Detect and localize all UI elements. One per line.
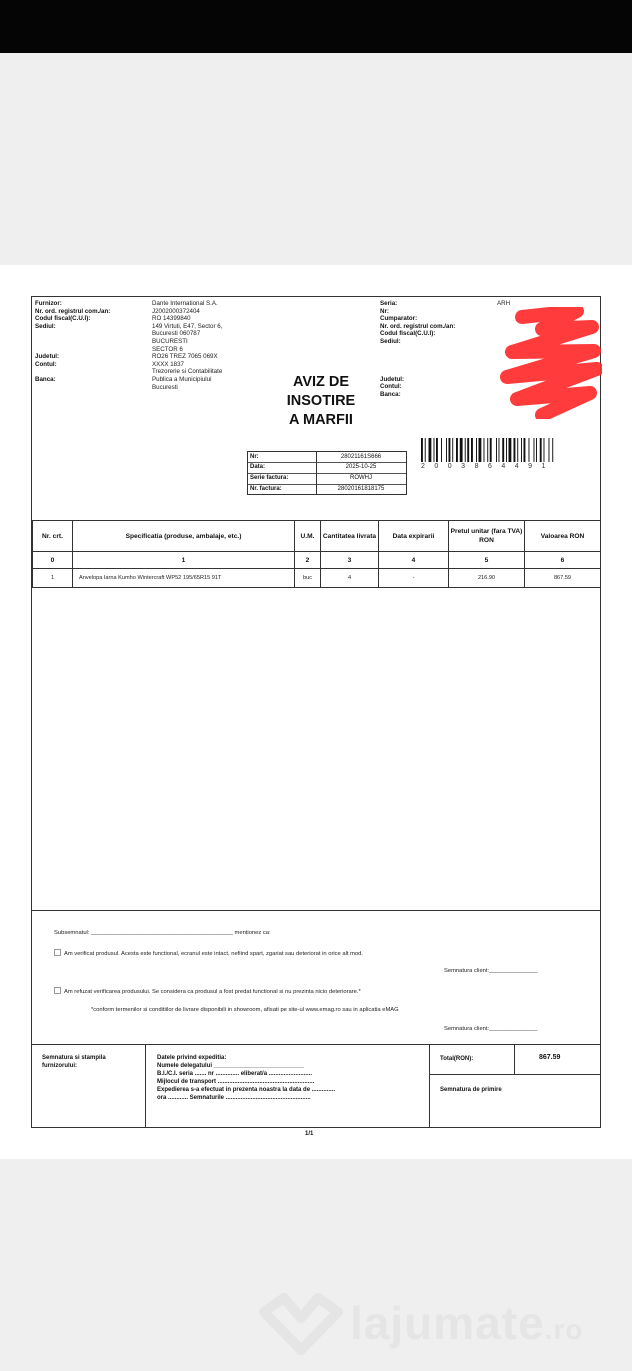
- barcode: [421, 438, 589, 462]
- buyer-label: Seria:: [380, 300, 398, 307]
- delivery-note-document: [31, 296, 601, 1128]
- supplier-bank: Publica a Municipiului: [152, 375, 212, 383]
- unit-price: 216.90: [449, 569, 525, 588]
- supplier-label: Judetul:: [35, 353, 60, 361]
- buyer-label: Contul:: [380, 383, 402, 391]
- barcode-bar: [502, 438, 504, 462]
- barcode-bar: [490, 438, 492, 462]
- redaction-scribble: [482, 307, 602, 419]
- supplier-labels: [35, 300, 110, 384]
- barcode-bar: [496, 438, 497, 462]
- buyer-labels: [380, 300, 455, 398]
- supplier-bank: Trezorerie si Contabilitate: [152, 368, 223, 376]
- supplier-county: SECTOR 6: [152, 345, 183, 353]
- label-line: Semnatura si stampila: [42, 1055, 106, 1061]
- barcode-bar: [544, 438, 545, 462]
- row-label: Serie factura:: [250, 475, 289, 481]
- row-value: ROWHJ: [350, 475, 372, 481]
- buyer-label: Nr:: [380, 307, 389, 315]
- verified-option: [54, 949, 363, 957]
- barcode-bar: [479, 438, 482, 462]
- expedition-line: Datele privind expeditia:: [157, 1055, 227, 1061]
- barcode-bar: [465, 438, 466, 462]
- invoice-number-row: [248, 484, 406, 495]
- receipt-signature-label: Semnatura de primire: [440, 1087, 502, 1093]
- column-header: Nr. crt.: [33, 521, 73, 552]
- supplier-signature-label: [42, 1054, 106, 1070]
- barcode-bar: [534, 438, 535, 462]
- refused-checkbox: [54, 987, 61, 994]
- row-value: 28021161S666: [340, 454, 382, 460]
- barcode-bar: [456, 438, 458, 462]
- barcode-bar: [452, 438, 453, 462]
- column-header: Valoarea RON: [525, 521, 601, 552]
- barcode-bar: [476, 438, 477, 462]
- label-line: furnizorului:: [42, 1063, 77, 1069]
- expedition-line: B.I./C.I. seria ....... nr .............. eliberat/a ..........................: [157, 1071, 313, 1077]
- barcode-bar: [540, 438, 542, 462]
- supplier-name: Dante International S.A.: [152, 300, 218, 307]
- column-index: 3: [321, 552, 379, 569]
- supplier-label: Nr. ord. registrul com./an:: [35, 307, 111, 315]
- invoice-series-row: [248, 473, 406, 484]
- barcode-bar: [524, 438, 526, 462]
- barcode-bar: [421, 438, 423, 462]
- watermark-brand: lajumate: [350, 1297, 545, 1349]
- expedition-data: [157, 1054, 335, 1102]
- barcode-bar: [449, 438, 451, 462]
- barcode-bar: [509, 438, 512, 462]
- table-row: [33, 569, 601, 588]
- barcode-bar: [441, 438, 442, 462]
- document-number-box: [247, 451, 407, 495]
- barcode-bar: [425, 438, 426, 462]
- column-header: Cantitatea livrata: [321, 521, 379, 552]
- barcode-bar: [484, 438, 485, 462]
- refused-text: Am refuzat verificarea produsului. Se considera ca produsul a fost predat functional si nu prezinta nicio deteriorare.*: [64, 989, 361, 995]
- supplier-account: XXXX 1837: [152, 360, 184, 368]
- barcode-bar: [506, 438, 507, 462]
- buyer-label: Sediul:: [380, 337, 401, 345]
- barcode-bar: [552, 438, 553, 462]
- footer-section: [32, 1044, 600, 1128]
- buyer-label: Judetul:: [380, 375, 405, 383]
- verified-text: Am verificat produsul. Acesta este functional, ecranul este intact, nefiind spart, zgariat sau deteriorat in orice alt mod.: [64, 951, 364, 957]
- product-spec: Anvelopa Iarna Kumho Wintercraft WP52 195/65R15 91T: [73, 569, 295, 588]
- barcode-bar: [517, 438, 518, 462]
- buyer-label: Nr. ord. registrul com./an:: [380, 322, 456, 330]
- doc-date-row: [248, 462, 406, 473]
- buyer-series-partial: ARH: [497, 300, 511, 307]
- customer-declaration: [32, 910, 600, 1045]
- column-index: 6: [525, 552, 601, 569]
- column-index: 0: [33, 552, 73, 569]
- watermark-text: [350, 1288, 583, 1365]
- client-signature-2: Semnatura client:_______________: [444, 1026, 538, 1032]
- barcode-bar: [536, 438, 537, 462]
- barcode-bar: [529, 438, 530, 462]
- row-label: Data:: [250, 464, 266, 470]
- row-label: Nr. factura:: [250, 486, 282, 492]
- barcode-bar: [471, 438, 473, 462]
- supplier-reg-no: J2002000372404: [152, 307, 200, 315]
- barcode-bar: [434, 438, 435, 462]
- column-index: 4: [379, 552, 449, 569]
- line-value: 867.59: [525, 569, 601, 588]
- page-number: 1/1: [305, 1131, 314, 1137]
- title-line: A MARFII: [289, 412, 353, 428]
- column-index: 1: [73, 552, 295, 569]
- total-label: Total(RON):: [440, 1056, 474, 1062]
- lajumate-logo-icon: [258, 1288, 344, 1358]
- supplier-label: Sediul:: [35, 322, 56, 330]
- quantity: 4: [321, 569, 379, 588]
- row-value: 2025-10-25: [345, 464, 377, 470]
- supplier-address: BUCURESTI: [152, 337, 188, 345]
- site-watermark: [258, 1288, 618, 1358]
- barcode-bar: [460, 438, 463, 462]
- verified-checkbox: [54, 949, 61, 956]
- top-status-bar: [0, 0, 632, 53]
- barcode-bar: [549, 438, 550, 462]
- buyer-label: Codul fiscal(C.U.I):: [380, 330, 436, 338]
- supplier-label: Banca:: [35, 375, 56, 383]
- buyer-label: Cumparator:: [380, 315, 418, 323]
- column-header: Data expirarii: [379, 521, 449, 552]
- barcode-bar: [499, 438, 500, 462]
- column-index-row: [33, 552, 601, 569]
- document-image: [0, 265, 632, 1159]
- terms-note: *conform termenilor si conditiilor de livrare disponibili in showroom, afisati pe site-ul www.emag.ro sau in aplicatia eMAG: [91, 1007, 399, 1013]
- supplier-cui: RO 14399840: [152, 315, 191, 323]
- column-index: 2: [295, 552, 321, 569]
- supplier-label: Codul fiscal(C.U.I):: [35, 315, 91, 323]
- supplier-bank: Bucuresti: [152, 383, 178, 391]
- barcode-bar: [436, 438, 438, 462]
- expiry-date: -: [379, 569, 449, 588]
- row-label: Nr:: [250, 454, 259, 460]
- column-index: 5: [449, 552, 525, 569]
- client-signature-1: Semnatura client:_______________: [444, 968, 538, 974]
- expedition-line: Expedierea s-a efectuat in prezenta noastra la data de ..............: [157, 1087, 336, 1093]
- table-header-row: [33, 521, 601, 552]
- expedition-line: Mijlocul de transport ..........................................................: [157, 1079, 315, 1085]
- column-header: Pretul unitar (fara TVA) RON: [449, 521, 525, 552]
- document-title: [276, 373, 366, 430]
- barcode-bar: [521, 438, 522, 462]
- watermark-tld: .ro: [544, 1314, 584, 1345]
- barcode-bar: [514, 438, 516, 462]
- expedition-line: Numele delegatului ___________________________: [157, 1063, 304, 1069]
- barcode-bar: [487, 438, 488, 462]
- barcode-bar: [467, 438, 469, 462]
- row-value: 28020161818175: [337, 486, 385, 492]
- column-header: Specificatia (produse, ambalaje, etc.): [73, 521, 295, 552]
- supplier-account: RO26 TREZ 7065 069X: [152, 353, 218, 361]
- expedition-line: ora ............ Semnaturile ...................................................: [157, 1095, 311, 1101]
- title-line: INSOTIRE: [286, 393, 356, 409]
- buyer-label: Banca:: [380, 390, 401, 398]
- supplier-label: Contul:: [35, 360, 57, 368]
- supplier-address: Bucuresti 060787: [152, 330, 201, 338]
- barcode-bar: [429, 438, 432, 462]
- barcode-digits: 2003864491: [421, 463, 555, 470]
- supplier-values: [152, 300, 222, 391]
- total-value: 867.59: [539, 1054, 561, 1061]
- items-table: [32, 520, 601, 588]
- title-line: AVIZ DE: [292, 374, 350, 390]
- column-header: U.M.: [295, 521, 321, 552]
- refused-option: [54, 987, 361, 995]
- row-number: 1: [33, 569, 73, 588]
- supplier-address: 149 Virtuti, E47, Sector 6,: [152, 322, 223, 330]
- unit: buc: [295, 569, 321, 588]
- supplier-label: Furnizor:: [35, 300, 62, 307]
- barcode-bar: [446, 438, 447, 462]
- undersigned-line: Subsemnatul: ____________________________________________ mentionez ca:: [54, 930, 271, 936]
